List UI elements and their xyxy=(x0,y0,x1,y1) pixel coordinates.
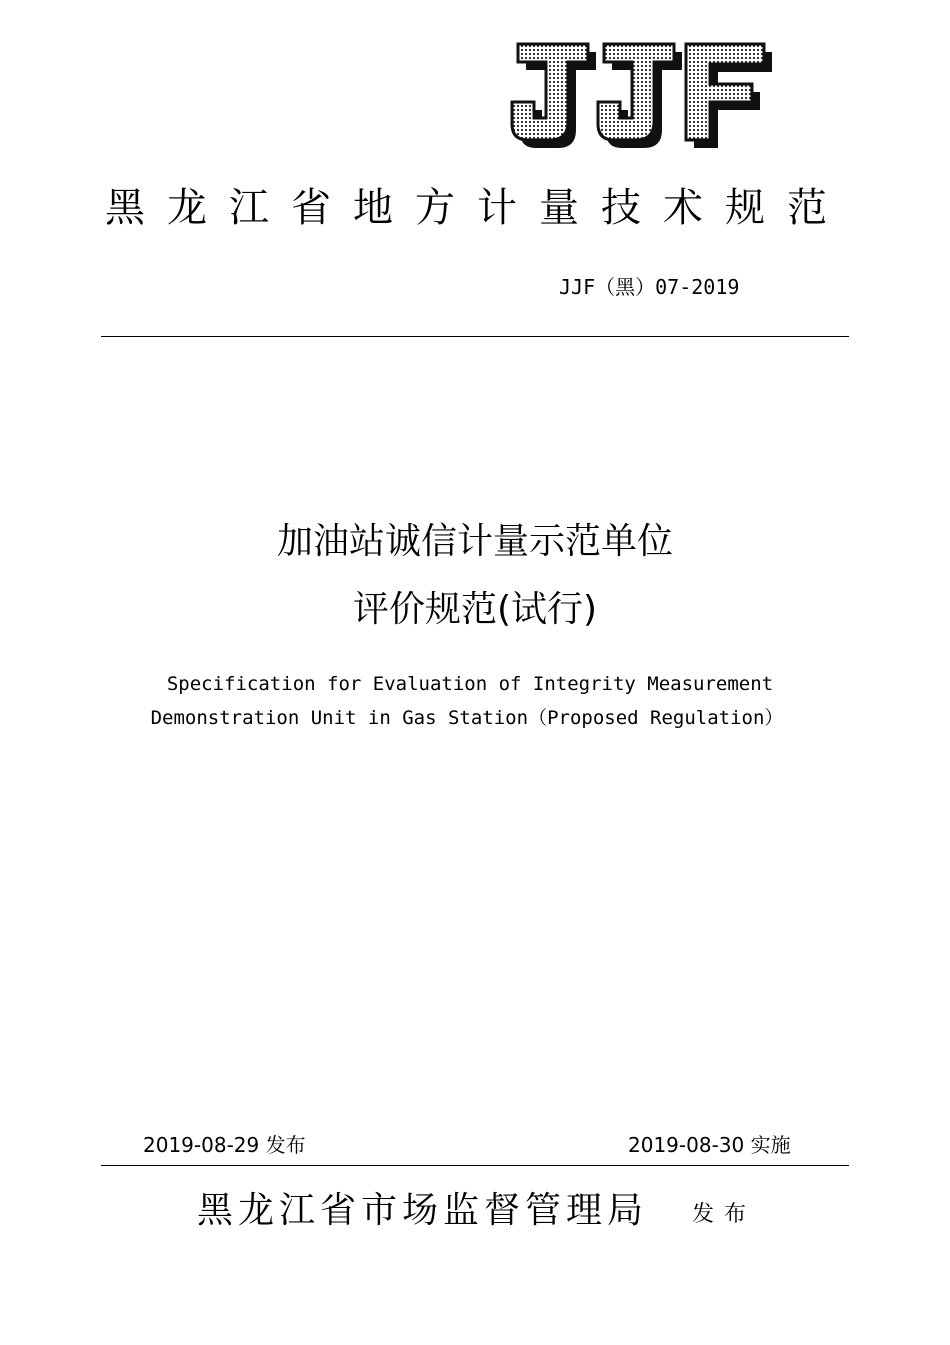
effective-date: 2019-08-30 实施 xyxy=(628,1133,791,1157)
bottom-divider xyxy=(101,1165,849,1166)
logo-letter-j2 xyxy=(598,44,674,140)
chinese-title-line-1: 加油站诚信计量示范单位 xyxy=(276,521,673,562)
chinese-title-line-2: 评价规范(试行) xyxy=(352,589,598,630)
logo-letter-f xyxy=(686,44,764,140)
issuing-authority: 黑龙江省市场监督管理局 xyxy=(197,1190,649,1231)
english-title-line-2: Demonstration Unit in Gas Station（Proposed Regulation） xyxy=(150,707,784,729)
series-title: 黑龙江省地方计量技术规范 xyxy=(105,185,849,231)
logo-letter-j1 xyxy=(512,44,588,140)
top-divider xyxy=(101,336,849,337)
document-code: JJF（黑）07-2019 xyxy=(559,275,740,299)
jjf-logo xyxy=(508,40,774,156)
issuer-suffix: 发布 xyxy=(692,1202,757,1227)
issue-date: 2019-08-29 发布 xyxy=(143,1133,306,1157)
english-title-line-1: Specification for Evaluation of Integrity Measurement xyxy=(166,673,774,695)
